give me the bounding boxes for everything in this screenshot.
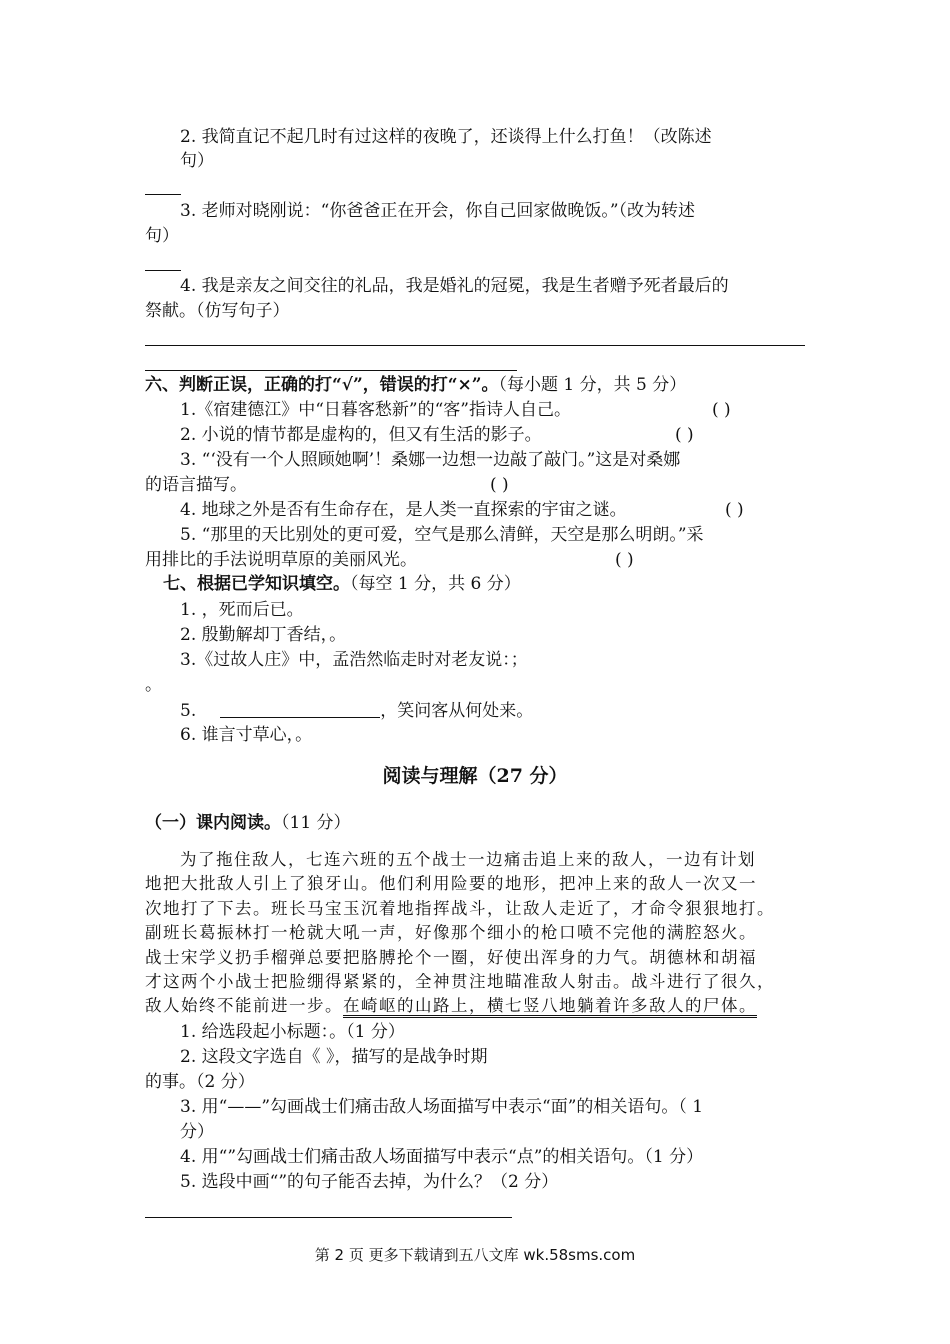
reading-q4: 4. 用“”勾画战士们痛击敌人场面描写中表示“点”的相关语句。（1 分） — [180, 1147, 704, 1167]
fill-item-2: 2. 殷勤解却丁香结，。 — [180, 625, 347, 645]
passage-line-7-a: 敌人始终不能前进一步。 — [145, 996, 343, 1015]
reading-q5: 5. 选段中画“”的句子能否去掉，为什么？（2 分） — [180, 1172, 559, 1192]
fill-item-5 — [180, 699, 533, 722]
reading-section-note: （11 分） — [281, 813, 351, 833]
page-footer: 第 2 页 更多下载请到五八文库 wk.58sms.com — [314, 1246, 636, 1264]
passage-line-1: 为了拖住敌人，七连六班的五个战士一边痛击追上来的敌人，一边有计划 — [180, 850, 756, 869]
passage-line-3: 次地打了下去。班长马宝玉沉着地指挥战斗，让敌人走近了，才命令狠狠地打。 — [145, 899, 775, 918]
judge-item-3b: 的语言描写。 — [145, 475, 247, 495]
reading-section-heading — [145, 812, 351, 834]
part7-heading-note: （每空 1 分，共 6 分） — [350, 574, 521, 594]
judge-item-5b: 用排比的手法说明草原的美丽风光。 — [145, 550, 417, 570]
judge-item-3a: 3. “‘没有一个人照顾她啊’！桑娜一边想一边敲了敲门。”这是对桑娜 — [180, 450, 681, 470]
q4-line2: 祭献。（仿写句子） — [145, 301, 290, 321]
answer-line-q3 — [145, 270, 181, 271]
part7-heading — [163, 573, 521, 595]
reading-q3-line2: 分） — [180, 1122, 214, 1142]
fill-item-3: 3.《过故人庄》中，孟浩然临走时对老友说：； — [180, 650, 528, 670]
reading-q1: 1. 给选段起小标题：。（1 分） — [180, 1022, 405, 1042]
reading-title: 阅读与理解（27 分） — [382, 765, 568, 787]
reading-q2-line2: 的事。（2 分） — [145, 1072, 255, 1092]
passage-line-4: 副班长葛振林打一枪就大吼一声，好像那个细小的枪口喷不完他的满腔怒火。 — [145, 923, 757, 942]
judge-paren-3[interactable]: ( ) — [490, 475, 509, 495]
passage-underlined-sentence: 在崎岖的山路上，横七竖八地躺着许多敌人的尸体。 — [343, 996, 757, 1018]
q2-line2: 句） — [180, 151, 214, 171]
judge-paren-1[interactable]: ( ) — [712, 400, 731, 420]
reading-q2-line1: 2. 这段文字选自《 》，描写的是战争时期 — [180, 1047, 488, 1067]
part6-heading — [145, 374, 686, 396]
q4-line1: 4. 我是亲友之间交往的礼品，我是婚礼的冠冕，我是生者赠予死者最后的 — [180, 276, 729, 296]
answer-line-q4-a — [145, 345, 805, 346]
passage-line-6: 才这两个小战士把脸绷得紧紧的，全神贯注地瞄准敌人射击。战斗进行了很久， — [145, 972, 775, 991]
answer-line-q4-b — [145, 370, 517, 371]
judge-item-5a: 5. “那里的天比别处的更可爱，空气是那么清鲜，天空是那么明朗。”采 — [180, 525, 704, 545]
part7-heading-title: 七、根据已学知识填空。 — [163, 574, 350, 594]
judge-item-4: 4. 地球之外是否有生命存在，是人类一直探索的宇宙之谜。 — [180, 500, 627, 520]
judge-paren-4[interactable]: ( ) — [725, 500, 744, 520]
passage-line-2: 地把大批敌人引上了狼牙山。他们利用险要的地形，把冲上来的敌人一次又一 — [145, 874, 757, 893]
fill-item-1: 1. ，死而后已。 — [180, 600, 304, 620]
judge-paren-2[interactable]: ( ) — [675, 425, 694, 445]
passage-line-5: 战士宋学义扔手榴弹总要把胳膊抡个一圈，好使出浑身的力气。胡德林和胡福 — [145, 948, 757, 967]
q3-line1: 3. 老师对晓刚说：“你爸爸正在开会，你自己回家做晚饭。”（改为转述 — [180, 201, 696, 221]
fill-item-5-number: 5. — [180, 701, 197, 721]
judge-item-2: 2. 小说的情节都是虚构的，但又有生活的影子。 — [180, 425, 542, 445]
passage-line-7 — [145, 995, 757, 1017]
part6-heading-title: 六、判断正误，正确的打“√”，错误的打“×”。 — [145, 375, 499, 395]
reading-q3-line1: 3. 用“——”勾画战士们痛击敌人场面描写中表示“面”的相关语句。（ 1 — [180, 1097, 704, 1117]
judge-paren-5[interactable]: ( ) — [615, 550, 634, 570]
answer-line-q2 — [145, 194, 181, 195]
q3-line2: 句） — [145, 226, 179, 246]
fill-item-3-end: 。 — [145, 675, 162, 695]
fill-blank-5[interactable] — [220, 699, 380, 718]
q2-line1: 2. 我简直记不起几时有过这样的夜晚了，还谈得上什么打鱼！（改陈述 — [180, 127, 712, 147]
reading-section-title: （一）课内阅读。 — [145, 813, 281, 833]
part6-heading-note: （每小题 1 分，共 5 分） — [498, 375, 687, 395]
answer-line-reading-q5 — [145, 1217, 512, 1218]
fill-item-5-text: ，笑问客从何处来。 — [380, 701, 534, 721]
fill-item-6: 6. 谁言寸草心，。 — [180, 725, 313, 745]
judge-item-1: 1.《宿建德江》中“日暮客愁新”的“客”指诗人自己。 — [180, 400, 571, 420]
